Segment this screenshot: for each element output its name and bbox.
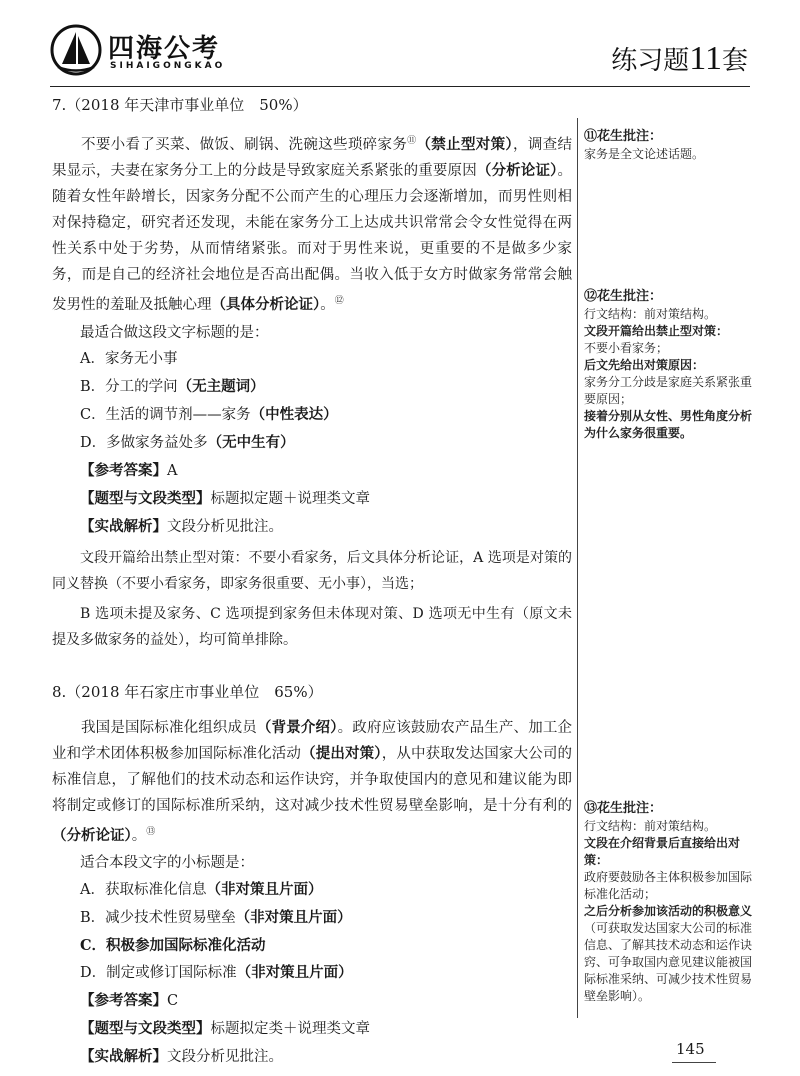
passage-tag: （禁止型对策） (416, 135, 514, 153)
option-tag: （中性表达） (250, 405, 338, 423)
note-text: 不要小看家务； (584, 341, 669, 355)
option-text: C．生活的调节剂——家务 (80, 406, 251, 423)
option-b (80, 373, 572, 401)
question-8-passage (52, 715, 572, 849)
question-8 (52, 679, 572, 1072)
note-text: 行文结构：前对策结构。 (584, 307, 717, 321)
explanation-paragraph: B 选项未提及家务、C 选项提到家务但未体现对策、D 选项无中生有（原文未提及多做家务的益处），均可简单排除。 (52, 605, 572, 648)
note-13 (584, 800, 754, 1005)
type-label: 【题型与文段类型】 (80, 489, 211, 507)
passage-text: ，调查结果显示，夫妻在家务分工上的分歧是导致家庭关系紧张的重要原因 (52, 136, 572, 179)
note-text: 文段开篇给出禁止型对策： (584, 324, 729, 338)
passage-tag: （分析论证） (52, 826, 132, 844)
passage-text: 我国是国际标准化组织成员 (81, 719, 257, 736)
option-c (80, 932, 572, 959)
type-label: 【题型与文段类型】 (80, 1020, 211, 1038)
annotation-marker: ⑬ (146, 826, 156, 837)
option-tag: （非对策且片面） (206, 881, 323, 899)
logo-english-text: SIHAIGONGKAO (110, 61, 226, 71)
header-divider (50, 86, 750, 87)
passage-tag: （背景介绍） (256, 718, 338, 736)
note-11 (584, 128, 754, 163)
option-tag: （无主题词） (177, 377, 265, 395)
option-tag: （无中生有） (207, 433, 295, 451)
option-d (80, 959, 572, 987)
note-12 (584, 288, 754, 442)
page-number: 145 (676, 1040, 705, 1058)
note-title: ⑬花生批注： (584, 801, 663, 816)
analysis-line (80, 513, 572, 541)
passage-text: 。政府应该鼓励农产品生产、加工企业和学术团体积极参加国际标准化活动 (52, 719, 573, 762)
option-b (80, 904, 572, 932)
main-column (52, 92, 572, 1071)
section-title-prefix: 练习题 (611, 46, 690, 76)
analysis-line (80, 1043, 572, 1071)
margin-divider (577, 118, 578, 1018)
note-text: 行文结构：前对策结构。 (584, 819, 717, 833)
answer-line (80, 457, 572, 485)
option-tag: （非对策且片面） (235, 909, 352, 927)
passage-text: 。 (131, 827, 147, 844)
passage-text: 。随着女性年龄增长，因家务分配不公而产生的心理压力会逐渐增加，而男性则相对保持稳定，研究者还发现，未能在家务分工上达成共识常常会令女性觉得在两性关系中处于劣势，从而情绪紧张。而对于男性来说，更重要的不是做多少家务，而是自己的经济社会地位是否高出配偶。当收入低于女方时做家务常常会触发男性的羞耻及抵触心理 (52, 162, 573, 313)
answer-value: A (167, 462, 178, 479)
passage-tag: （提出对策） (301, 744, 382, 762)
type-line (80, 485, 572, 513)
question-7 (52, 92, 572, 653)
passage-text: ，从中获取发达国家大公司的标准信息，了解他们的技术动态和运作诀窍，并争取使国内的意见和建议能为即将制定或修订的国际标准所采纳，这对减少技术性贸易壁垒影响，是十分有利的 (52, 745, 573, 814)
option-c (80, 401, 572, 429)
option-d (80, 429, 572, 457)
note-text: 政府要鼓励各主体积极参加国际标准化活动； (584, 870, 753, 901)
explanation-paragraph: 文段开篇给出禁止型对策：不要小看家务，后文具体分析论证，A 选项是对策的同义替换（不要小看家务，即家务很重要、无小事），当选； (52, 549, 572, 592)
note-text: 家务是全文论述话题。 (584, 147, 705, 161)
question-8-title: 8.（2018 年石家庄市事业单位 65%） (52, 682, 323, 701)
option-a (80, 876, 572, 904)
analysis-value: 文段分析见批注。 (167, 518, 283, 535)
analysis-value: 文段分析见批注。 (167, 1049, 283, 1066)
section-title-suffix: 套 (721, 46, 748, 76)
option-text: D．制定或修订国际标准 (80, 965, 237, 982)
note-text: （可获取发达国家大公司的标准信息、了解其技术动态和运作诀窍、可争取国内意见建议能被国际标准采纳、可减少技术性贸易壁垒影响）。 (584, 921, 753, 1003)
type-line (80, 1015, 572, 1043)
passage-text: 。 (320, 296, 335, 313)
option-a (80, 346, 572, 373)
logo-chinese-text: 四海公考 (108, 34, 221, 64)
section-title (611, 40, 748, 78)
answer-label: 【参考答案】 (80, 992, 167, 1010)
option-text: B．减少技术性贸易壁垒 (80, 910, 236, 927)
note-title: ⑫花生批注： (584, 289, 663, 304)
question-8-prompt: 适合本段文字的小标题是： (80, 855, 254, 872)
question-7-passage (52, 128, 572, 318)
option-tag: （非对策且片面） (236, 964, 353, 982)
option-text: C．积极参加国际标准化活动 (80, 937, 266, 955)
passage-tag: （具体分析论证） (211, 295, 321, 313)
sailboat-logo-icon (50, 24, 102, 76)
note-text: 接着分别从女性、男性角度分析为什么家务很重要。 (584, 409, 753, 440)
type-value: 标题拟定类＋说理类文章 (210, 1021, 370, 1038)
question-7-prompt: 最适合做这段文字标题的是： (80, 324, 269, 341)
question-7-title: 7.（2018 年天津市事业单位 50%） (52, 96, 308, 114)
answer-label: 【参考答案】 (80, 461, 167, 479)
option-text: B．分工的学问 (80, 378, 178, 395)
option-text: A．获取标准化信息 (80, 882, 207, 899)
passage-tag: （分析论证） (476, 161, 558, 179)
section-title-number: 11 (689, 40, 722, 77)
type-value: 标题拟定题＋说理类文章 (210, 490, 370, 507)
page-number-underline (672, 1062, 716, 1063)
answer-line (80, 987, 572, 1015)
answer-value: C (167, 993, 179, 1010)
publisher-logo (50, 24, 240, 80)
page-header (0, 0, 800, 90)
analysis-label: 【实战解析】 (80, 1048, 167, 1066)
note-text: 后文先给出对策原因： (584, 358, 705, 372)
option-text: D．多做家务益处多 (80, 434, 208, 451)
note-text: 家务分工分歧是家庭关系紧张重要原因； (584, 375, 753, 406)
passage-text: 不要小看了买菜、做饭、刷锅、洗碗这些琐碎家务 (81, 136, 408, 153)
analysis-label: 【实战解析】 (80, 517, 167, 535)
note-title: ⑪花生批注： (584, 129, 663, 144)
note-text: 之后分析参加该活动的积极意义 (584, 904, 753, 918)
annotation-marker: ⑪ (407, 136, 417, 146)
option-text: A．家务无小事 (80, 350, 178, 367)
annotation-marker: ⑫ (334, 295, 344, 306)
note-text: 文段在介绍背景后直接给出对策： (584, 836, 741, 867)
